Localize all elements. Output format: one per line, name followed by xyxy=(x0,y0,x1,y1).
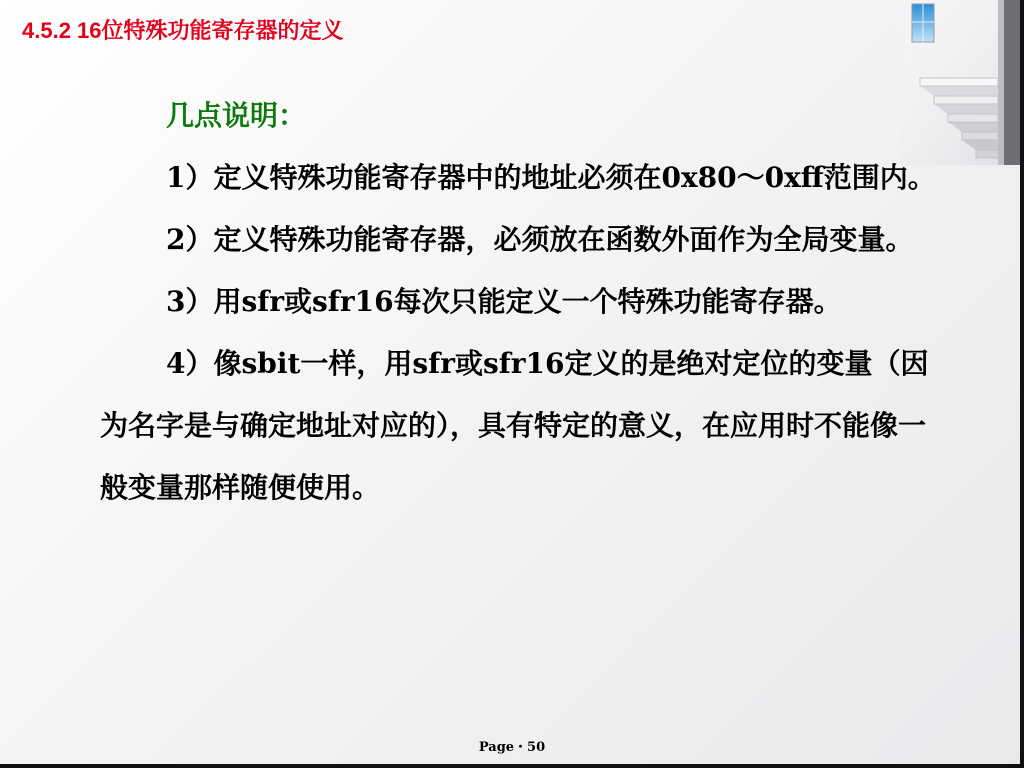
slide-border-right xyxy=(1020,0,1024,768)
slide-body xyxy=(100,85,950,519)
slide-border-bottom xyxy=(0,764,1024,768)
note-item-3: 3）用sfr或sfr16每次只能定义一个特殊功能寄存器。 xyxy=(166,285,842,318)
page-number: Page・50 xyxy=(478,740,546,755)
notes-heading: 几点说明： xyxy=(166,99,307,132)
note-item-4: 4）像sbit一样，用sfr或sfr16定义的是绝对定位的变量（因为名字是与确定地址对应的），具有特定的意义，在应用时不能像一般变量那样随便使用。 xyxy=(100,347,929,504)
note-item-2: 2）定义特殊功能寄存器，必须放在函数外面作为全局变量。 xyxy=(166,223,914,256)
slide-title: 4.5.2 16位特殊功能寄存器的定义 xyxy=(22,18,344,43)
note-item-1: 1）定义特殊功能寄存器中的地址必须在0x80～0xff范围内。 xyxy=(166,161,936,194)
